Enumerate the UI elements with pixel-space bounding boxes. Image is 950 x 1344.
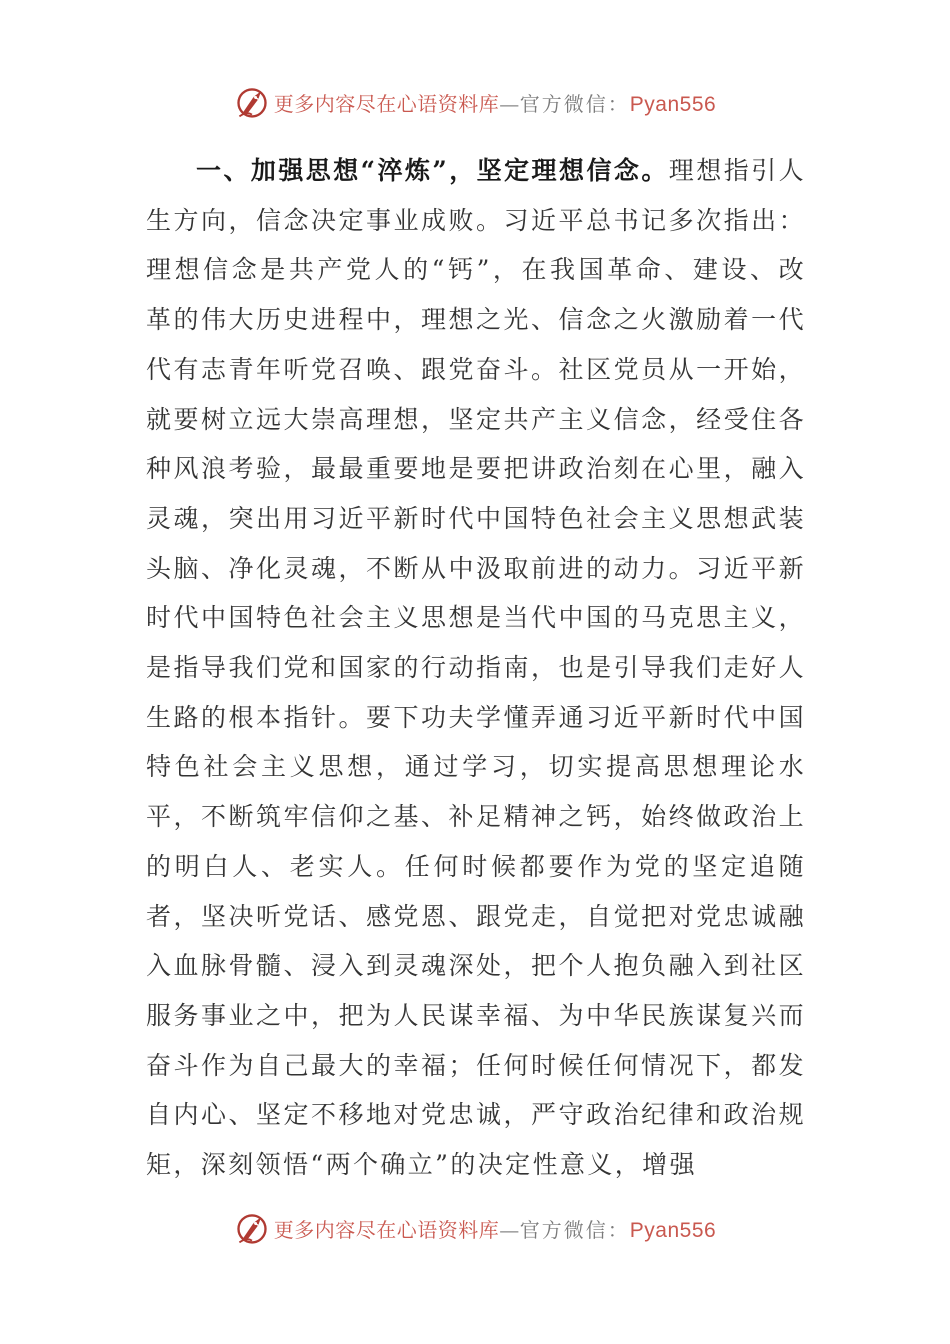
banner-site-text: 更多内容尽在心语资料库 xyxy=(273,91,500,116)
footer-watermark-banner xyxy=(0,1206,950,1250)
banner-wechat-label: 官方微信： xyxy=(519,1217,630,1242)
banner-wechat-id: Pyan556 xyxy=(629,92,717,116)
header-watermark-banner xyxy=(0,80,950,124)
banner-dash: — xyxy=(499,91,520,116)
pen-nib-logo-icon xyxy=(234,84,270,120)
banner-wechat-label: 官方微信： xyxy=(519,91,630,116)
article-paragraph xyxy=(146,146,806,1190)
banner-site-text: 更多内容尽在心语资料库 xyxy=(273,1217,500,1242)
section-heading: 一、加强思想“淬炼”，坚定理想信念。 xyxy=(196,156,669,185)
pen-nib-logo-icon xyxy=(234,1210,270,1246)
banner-dash: — xyxy=(499,1217,520,1242)
paragraph-body: 理想指引人生方向，信念决定事业成败。习近平总书记多次指出：理想信念是共产党人的“钙”，在我国革命、建设、改革的伟大历史进程中，理想之光、信念之火激励着一代代有志青年听党召唤、跟党奋斗。社区党员从一开始，就要树立远大崇高理想，坚定共产主义信念，经受住各种风浪考验，最最重要地是要把讲政治刻在心里，融入灵魂，突出用习近平新时代中国特色社会主义思想武装头脑、净化灵魂，不断从中汲取前进的动力。习近平新时代中国特色社会主义思想是当代中国的马克思主义，是指导我们党和国家的行动指南，也是引导我们走好人生路的根本指针。要下功夫学懂弄通习近平新时代中国特色社会主义思想，通过学习，切实提高思想理论水平，不断筑牢信仰之基、补足精神之钙，始终做政治上的明白人、老实人。任何时候都要作为党的坚定追随者，坚决听党话、感党恩、跟党走，自觉把对党忠诚融入血脉骨髓、浸入到灵魂深处，把个人抱负融入到社区服务事业之中，把为人民谋幸福、为中华民族谋复兴而奋斗作为自己最大的幸福；任何时候任何情况下，都发自内心、坚定不移地对党忠诚，严守政治纪律和政治规矩，深刻领悟“两个确立”的决定性意义，增强 xyxy=(146,156,806,1180)
banner-wechat-id: Pyan556 xyxy=(629,1218,717,1242)
